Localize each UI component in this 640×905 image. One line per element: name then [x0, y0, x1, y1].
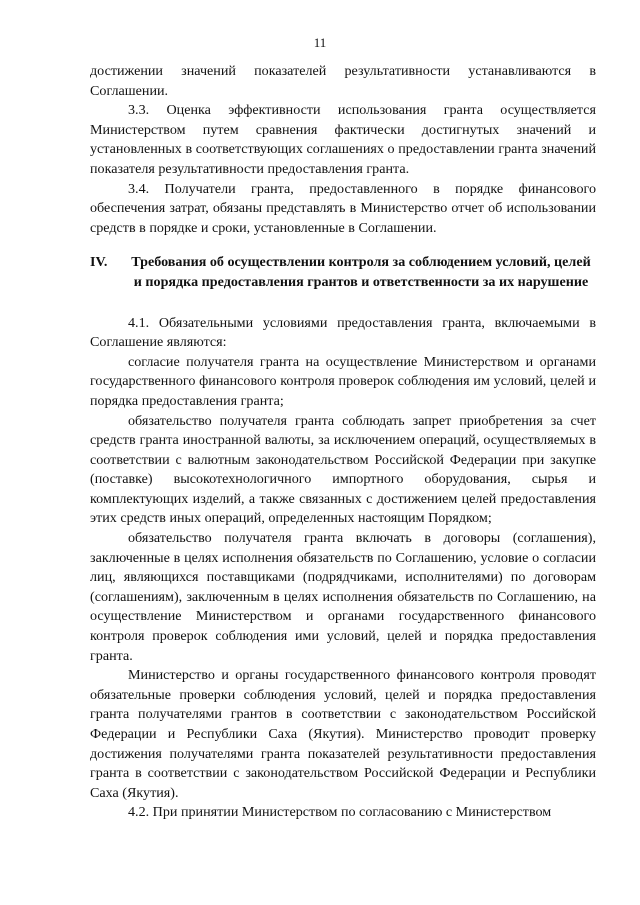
document-body — [90, 62, 596, 823]
paragraph-obligation-currency: обязательство получателя гранта соблюдать запрет приобретения за счет средств гранта иностранной валюты, за исключением операций, осуществляемых в соответствии с валютным законодательством Российской Федерации при закупке (поставке) высокотехнологичного импортного оборудования, сырья и комплектующих изделий, а также связанных с достижением целей предоставления этих средств иных операций, определенных настоящим Порядком; — [90, 412, 596, 527]
paragraph-continuation: достижении значений показателей результативности устанавливаются в Соглашении. — [90, 63, 596, 99]
paragraph-obligation-contracts: обязательство получателя гранта включать в договоры (соглашения), заключенные в целях исполнения обязательств по Соглашению, условие о согласии лиц, являющихся поставщиками (подрядчиками, исполнителями) по договорам (соглашениям), заключенным в целях исполнения обязательств по Соглашению, на осуществление Министерством и органами государственного финансового контроля проверок соблюдения ими условий, целей и порядка предоставления гранта. — [90, 530, 596, 664]
section-title: Требования об осуществлении контроля за соблюдением условий, целей и порядка предоставления грантов и ответственности за их нарушение — [131, 254, 591, 290]
paragraph-ministry-checks: Министерство и органы государственного финансового контроля проводят обязательные проверки соблюдения условий, целей и порядка предоставления гранта получателями грантов в соответствии с законодательством Российской Федерации и Республики Саха (Якутия). Министерство проводит проверку достижения получателями гранта показателей результативности предоставления гранта в соответствии с законодательством Российской Федерации и Республики Саха (Якутия). — [90, 667, 596, 801]
paragraph-4-1: 4.1. Обязательными условиями предоставления гранта, включаемыми в Соглашение являются: — [90, 314, 596, 351]
paragraph-3-3: 3.3. Оценка эффективности использования гранта осуществляется Министерством путем сравнения фактически достигнутых значений и установленных в соответствующих соглашениях о предоставлении гранта значений показателя результативности предоставления гранта. — [90, 102, 596, 177]
page-number: 11 — [313, 35, 327, 50]
paragraph-4-2: 4.2. При принятии Министерством по согласованию с Министерством — [128, 804, 552, 821]
paragraph-3-4: 3.4. Получатели гранта, предоставленного в порядке финансового обеспечения затрат, обязаны представлять в Министерство отчет об использовании средств в порядке и сроки, установленные в Соглашении. — [90, 180, 596, 236]
paragraph-consent: согласие получателя гранта на осуществление Министерством и органами государственного финансового контроля проверок соблюдения им условий, целей и порядка предоставления гранта; — [90, 353, 596, 409]
section-number: IV. — [90, 254, 108, 271]
section-heading — [90, 253, 596, 292]
